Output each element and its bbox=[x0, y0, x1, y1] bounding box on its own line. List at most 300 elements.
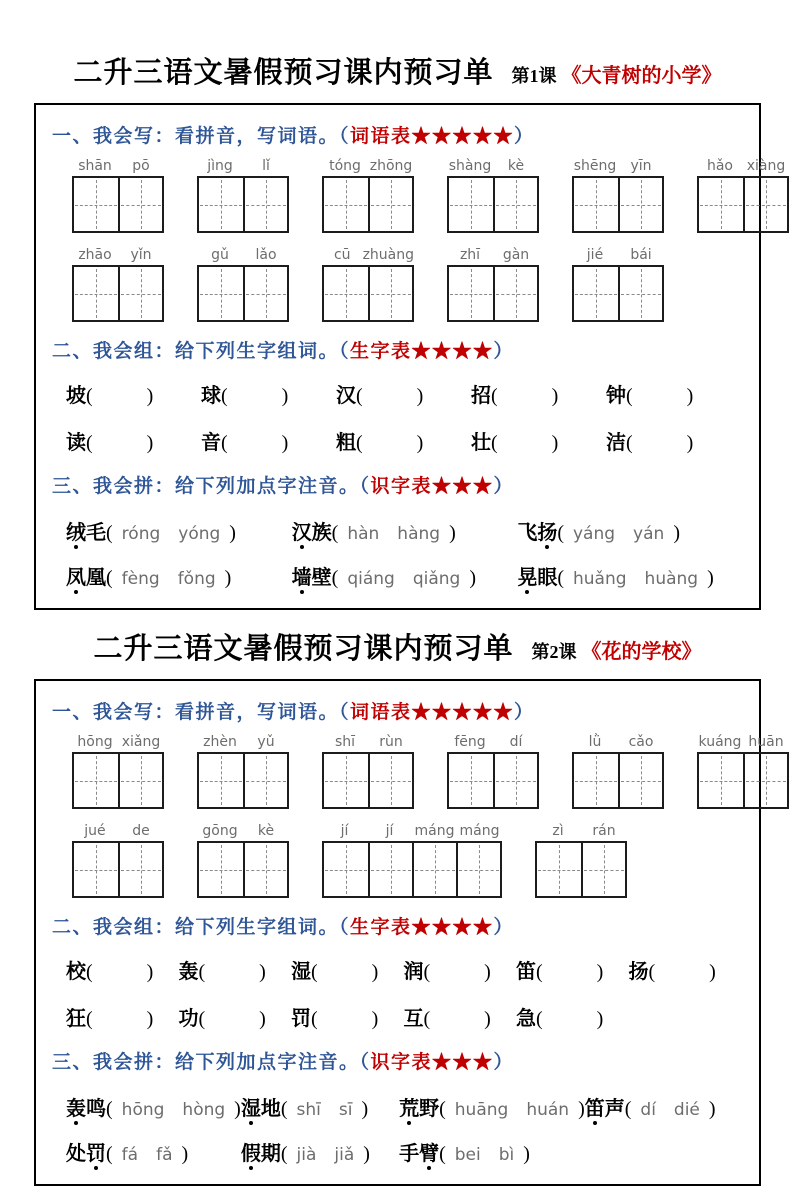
zuci-character: 读 bbox=[66, 432, 86, 454]
writing-cells bbox=[535, 841, 627, 898]
zuci-character: 球 bbox=[201, 385, 221, 407]
zuci-character: 扬 bbox=[628, 961, 649, 983]
pinyin-labels bbox=[697, 158, 789, 174]
zuci-item bbox=[66, 955, 179, 984]
zhuyin-item bbox=[399, 1137, 585, 1166]
zuci-grid bbox=[52, 949, 743, 1039]
character: 凰 bbox=[86, 567, 106, 589]
open-paren: ( bbox=[536, 1008, 543, 1030]
dotted-character: 笛 bbox=[585, 1092, 605, 1121]
zhuyin-grid bbox=[52, 508, 743, 594]
open-paren: ( bbox=[331, 567, 339, 589]
close-paren: ) bbox=[224, 567, 232, 589]
writing-cells bbox=[72, 265, 164, 322]
zuci-item bbox=[516, 1002, 629, 1031]
open-paren: ( bbox=[86, 432, 93, 454]
zhuyin-word bbox=[241, 1098, 281, 1120]
writing-cells bbox=[197, 265, 289, 322]
zuci-item bbox=[291, 1002, 404, 1031]
zuci-character: 洁 bbox=[606, 432, 626, 454]
writing-cells bbox=[572, 752, 664, 809]
zhuyin-word bbox=[66, 1143, 106, 1165]
pinyin-syllable: lǎo bbox=[255, 247, 277, 263]
close-paren: ) bbox=[551, 385, 559, 407]
close-paren: ) bbox=[416, 432, 424, 454]
heading-text: 一、我会写：看拼音，写词语。（ bbox=[52, 702, 351, 723]
close-paren: ) bbox=[361, 1098, 369, 1120]
character: 壁 bbox=[311, 567, 332, 589]
pinyin-option: shī bbox=[296, 1100, 321, 1120]
pinyin-syllable: rùn bbox=[379, 734, 403, 750]
lesson-name: 《大青树的小学》 bbox=[561, 65, 722, 87]
pinyin-labels bbox=[197, 734, 289, 750]
writing-box bbox=[197, 734, 289, 809]
open-paren: ( bbox=[536, 961, 543, 983]
pinyin-syllable: tóng bbox=[329, 158, 361, 174]
pinyin-syllable: kuáng bbox=[698, 734, 742, 750]
writing-cell bbox=[574, 754, 618, 807]
close-paren: ) bbox=[146, 432, 154, 454]
zuci-character: 急 bbox=[516, 1008, 536, 1030]
character: 手 bbox=[399, 1143, 420, 1165]
writing-cell bbox=[199, 754, 243, 807]
pinyin-syllable: xiǎng bbox=[121, 734, 161, 750]
writing-cell bbox=[743, 178, 787, 231]
writing-box bbox=[197, 158, 289, 233]
open-paren: ( bbox=[311, 961, 318, 983]
writing-box bbox=[322, 247, 414, 322]
close-paren: ) bbox=[234, 1098, 241, 1120]
pinyin-syllable: zhèn bbox=[203, 734, 237, 750]
writing-cells bbox=[322, 841, 502, 898]
pinyin-labels bbox=[572, 247, 664, 263]
heading-close: ） bbox=[493, 341, 515, 362]
zuci-character: 狂 bbox=[66, 1008, 86, 1030]
pinyin-syllable: jié bbox=[586, 247, 604, 263]
character: 鸣 bbox=[86, 1098, 106, 1120]
pinyin-option: yán bbox=[633, 524, 665, 544]
heading-close: ） bbox=[493, 917, 515, 938]
pinyin-labels bbox=[447, 734, 539, 750]
pinyin-labels bbox=[535, 823, 627, 839]
zhuyin-word bbox=[399, 1098, 439, 1120]
writing-cell bbox=[449, 267, 493, 320]
writing-cells bbox=[197, 841, 289, 898]
close-paren: ) bbox=[484, 1008, 491, 1030]
writing-cell bbox=[618, 267, 662, 320]
close-paren: ) bbox=[259, 961, 266, 983]
close-paren: ) bbox=[578, 1098, 585, 1120]
pinyin-syllable: gàn bbox=[502, 247, 530, 263]
zuci-character: 笛 bbox=[516, 961, 536, 983]
close-paren: ) bbox=[281, 432, 289, 454]
dotted-character: 荒 bbox=[399, 1092, 419, 1121]
pinyin-syllable: zhī bbox=[459, 247, 481, 263]
writing-cell bbox=[74, 843, 118, 896]
writing-cells bbox=[72, 752, 164, 809]
writing-cells bbox=[72, 176, 164, 233]
writing-cells bbox=[322, 752, 414, 809]
writing-box bbox=[72, 158, 164, 233]
heading-text: 二、我会组：给下列生字组词。（ bbox=[52, 917, 351, 938]
dotted-character: 轰 bbox=[66, 1092, 86, 1121]
writing-box bbox=[447, 247, 539, 322]
open-paren: ( bbox=[626, 432, 633, 454]
writing-cell bbox=[493, 178, 537, 231]
pinyin-syllable: yǔ bbox=[257, 734, 275, 750]
zuci-item bbox=[404, 955, 517, 984]
heading-close: ） bbox=[493, 1052, 515, 1073]
writing-cell bbox=[243, 843, 287, 896]
writing-box bbox=[197, 823, 289, 898]
section-heading-zhuyin bbox=[52, 1047, 743, 1074]
writing-cells bbox=[197, 752, 289, 809]
heading-highlight: 词语表★★★★★ bbox=[350, 126, 515, 147]
pinyin-option: jià bbox=[296, 1145, 317, 1165]
open-paren: ( bbox=[86, 1008, 93, 1030]
open-paren: ( bbox=[626, 385, 633, 407]
writing-cells bbox=[72, 841, 164, 898]
pinyin-syllable: jué bbox=[84, 823, 106, 839]
writing-cell bbox=[118, 754, 162, 807]
pinyin-option: fèng bbox=[121, 569, 160, 589]
close-paren: ) bbox=[371, 1008, 379, 1030]
zuci-item bbox=[179, 1002, 292, 1031]
zhuyin-word bbox=[241, 1143, 281, 1165]
pinyin-labels bbox=[322, 823, 502, 839]
writing-cell bbox=[243, 754, 287, 807]
pinyin-syllable: rán bbox=[592, 823, 616, 839]
writing-box bbox=[572, 158, 664, 233]
writing-cells bbox=[572, 176, 664, 233]
pinyin-syllable: zì bbox=[552, 823, 564, 839]
open-paren: ( bbox=[221, 385, 228, 407]
writing-cell bbox=[456, 843, 500, 896]
pinyin-syllable: kè bbox=[507, 158, 525, 174]
pinyin-syllable: gǔ bbox=[211, 247, 229, 263]
pinyin-syllable: zhāo bbox=[78, 247, 112, 263]
pinyin-syllable: hǎo bbox=[706, 158, 734, 174]
writing-cell bbox=[74, 267, 118, 320]
section-heading-zuci bbox=[52, 912, 743, 939]
pinyin-syllable: yǐn bbox=[130, 247, 152, 263]
zhuyin-grid bbox=[52, 1084, 743, 1170]
open-paren: ( bbox=[221, 432, 228, 454]
zhuyin-item bbox=[66, 1092, 241, 1121]
open-paren: ( bbox=[331, 522, 339, 544]
heading-text: 三、我会拼：给下列加点字注音。（ bbox=[52, 476, 371, 497]
close-paren: ) bbox=[708, 1098, 716, 1120]
pinyin-syllable: máng bbox=[459, 823, 500, 839]
pinyin-syllable: shēng bbox=[573, 158, 617, 174]
writing-cells bbox=[197, 176, 289, 233]
zuci-character: 轰 bbox=[178, 961, 199, 983]
close-paren: ) bbox=[523, 1143, 530, 1165]
pinyin-option: hàn bbox=[347, 524, 380, 544]
open-paren: ( bbox=[198, 1008, 206, 1030]
zuci-character: 湿 bbox=[291, 961, 311, 983]
zuci-character: 校 bbox=[66, 961, 86, 983]
pinyin-word-row bbox=[52, 823, 743, 898]
zuci-item bbox=[201, 379, 336, 408]
character: 族 bbox=[311, 522, 332, 544]
writing-cell bbox=[368, 178, 412, 231]
heading-text: 三、我会拼：给下列加点字注音。（ bbox=[52, 1052, 371, 1073]
pinyin-option: hòng bbox=[182, 1100, 226, 1120]
close-paren: ) bbox=[686, 432, 694, 454]
pinyin-syllable: lǜ bbox=[588, 734, 602, 750]
pinyin-syllable: lǐ bbox=[262, 158, 270, 174]
worksheet-title-row bbox=[34, 626, 761, 667]
pinyin-word-row bbox=[52, 158, 786, 233]
writing-box bbox=[572, 247, 664, 322]
pinyin-option: hōng bbox=[121, 1100, 165, 1120]
zhuyin-word bbox=[292, 567, 332, 589]
heading-highlight: 生字表★★★★ bbox=[350, 917, 494, 938]
close-paren: ) bbox=[363, 1143, 370, 1165]
heading-close: ） bbox=[514, 702, 535, 723]
zuci-item bbox=[629, 955, 742, 984]
pinyin-option: yáng bbox=[573, 524, 616, 544]
pinyin-syllable: bái bbox=[630, 247, 652, 263]
dotted-character: 扬 bbox=[537, 516, 557, 545]
pinyin-option: sī bbox=[338, 1100, 353, 1120]
pinyin-option: yóng bbox=[178, 524, 221, 544]
zhuyin-word bbox=[66, 567, 106, 589]
dotted-character: 绒 bbox=[66, 516, 86, 545]
pinyin-syllable: cǎo bbox=[628, 734, 654, 750]
pinyin-labels bbox=[72, 247, 164, 263]
pinyin-labels bbox=[572, 158, 664, 174]
zhuyin-word bbox=[517, 522, 557, 544]
zuci-character: 音 bbox=[201, 432, 221, 454]
character: 期 bbox=[260, 1143, 281, 1165]
pinyin-option: fǒng bbox=[177, 569, 216, 589]
pinyin-labels bbox=[697, 734, 789, 750]
zuci-character: 粗 bbox=[336, 432, 356, 454]
writing-box bbox=[447, 158, 539, 233]
pinyin-option: huāng bbox=[454, 1100, 509, 1120]
close-paren: ) bbox=[146, 961, 154, 983]
open-paren: ( bbox=[311, 1008, 318, 1030]
writing-cells bbox=[322, 176, 414, 233]
heading-highlight: 生字表★★★★ bbox=[350, 341, 494, 362]
worksheet-frame bbox=[34, 103, 786, 610]
zhuyin-item bbox=[585, 1092, 743, 1121]
zuci-character: 汉 bbox=[336, 385, 356, 407]
writing-cell bbox=[699, 178, 743, 231]
pinyin-labels bbox=[197, 823, 289, 839]
zhuyin-item bbox=[241, 1092, 399, 1121]
zuci-character: 钟 bbox=[606, 385, 626, 407]
pinyin-word-row bbox=[52, 247, 743, 322]
zhuyin-item bbox=[292, 516, 518, 545]
character: 野 bbox=[419, 1098, 440, 1120]
writing-cell bbox=[493, 754, 537, 807]
zuci-item bbox=[336, 379, 471, 408]
worksheet-1 bbox=[34, 50, 786, 610]
writing-cells bbox=[572, 265, 664, 322]
close-paren: ) bbox=[371, 961, 379, 983]
pinyin-option: bì bbox=[498, 1145, 515, 1165]
heading-close: ） bbox=[514, 126, 535, 147]
writing-box bbox=[322, 734, 414, 809]
lesson-number: 第1课 bbox=[511, 66, 557, 86]
writing-cell bbox=[574, 267, 618, 320]
pinyin-option: fá bbox=[121, 1145, 139, 1165]
zhuyin-item bbox=[292, 561, 518, 590]
dotted-character: 罚 bbox=[86, 1137, 106, 1166]
heading-close: ） bbox=[493, 476, 515, 497]
character: 声 bbox=[604, 1098, 625, 1120]
pinyin-syllable: jí bbox=[340, 823, 349, 839]
dotted-character: 凤 bbox=[66, 561, 86, 590]
dotted-character: 墙 bbox=[292, 561, 312, 590]
writing-cell bbox=[368, 754, 412, 807]
pinyin-option: hàng bbox=[397, 524, 441, 544]
open-paren: ( bbox=[648, 961, 656, 983]
pinyin-syllable: dí bbox=[509, 734, 523, 750]
close-paren: ) bbox=[259, 1008, 266, 1030]
zuci-item bbox=[66, 379, 201, 408]
close-paren: ) bbox=[596, 1008, 604, 1030]
section-heading-write bbox=[52, 697, 743, 724]
pinyin-option: róng bbox=[121, 524, 161, 544]
open-paren: ( bbox=[86, 961, 93, 983]
writing-box bbox=[572, 734, 664, 809]
character: 眼 bbox=[537, 567, 558, 589]
open-paren: ( bbox=[280, 1098, 288, 1120]
zuci-item bbox=[291, 955, 404, 984]
pinyin-labels bbox=[572, 734, 664, 750]
worksheet-title: 二升三语文暑假预习课内预习单 bbox=[73, 57, 494, 89]
zuci-item bbox=[404, 1002, 517, 1031]
pinyin-labels bbox=[72, 734, 164, 750]
zhuyin-word bbox=[292, 522, 332, 544]
zhuyin-item bbox=[66, 1137, 241, 1166]
writing-cell bbox=[199, 178, 243, 231]
zuci-character: 功 bbox=[178, 1008, 199, 1030]
zhuyin-word bbox=[585, 1098, 625, 1120]
close-paren: ) bbox=[596, 961, 604, 983]
pinyin-labels bbox=[197, 158, 289, 174]
zuci-item bbox=[606, 426, 741, 455]
pinyin-syllable: zhōng bbox=[369, 158, 413, 174]
pinyin-option: huán bbox=[526, 1100, 570, 1120]
writing-cell bbox=[74, 754, 118, 807]
open-paren: ( bbox=[624, 1098, 632, 1120]
zhuyin-word bbox=[517, 567, 557, 589]
writing-box bbox=[447, 734, 539, 809]
writing-cell bbox=[368, 267, 412, 320]
writing-cells bbox=[447, 752, 539, 809]
zuci-character: 润 bbox=[403, 961, 424, 983]
close-paren: ) bbox=[484, 961, 491, 983]
open-paren: ( bbox=[356, 385, 363, 407]
writing-cell bbox=[74, 178, 118, 231]
zhuyin-item bbox=[517, 516, 743, 545]
open-paren: ( bbox=[106, 1143, 113, 1165]
pinyin-labels bbox=[447, 158, 539, 174]
writing-box bbox=[322, 823, 502, 898]
zhuyin-item bbox=[66, 561, 292, 590]
writing-box bbox=[72, 823, 164, 898]
zuci-grid bbox=[52, 373, 743, 463]
section-heading-zuci bbox=[52, 336, 743, 363]
dotted-character: 晃 bbox=[517, 561, 537, 590]
writing-cell bbox=[581, 843, 625, 896]
close-paren: ) bbox=[709, 961, 716, 983]
zuci-character: 罚 bbox=[291, 1008, 311, 1030]
character: 飞 bbox=[517, 522, 538, 544]
dotted-character: 湿 bbox=[241, 1092, 261, 1121]
lesson-name: 《花的学校》 bbox=[581, 641, 702, 663]
writing-cell bbox=[493, 267, 537, 320]
pinyin-labels bbox=[322, 247, 414, 263]
zhuyin-item bbox=[517, 561, 743, 590]
pinyin-syllable: jìng bbox=[207, 158, 233, 174]
writing-cell bbox=[618, 178, 662, 231]
pinyin-labels bbox=[322, 158, 414, 174]
pinyin-option: dié bbox=[673, 1100, 700, 1120]
character: 毛 bbox=[86, 522, 106, 544]
heading-highlight: 词语表★★★★★ bbox=[350, 702, 515, 723]
writing-cell bbox=[537, 843, 581, 896]
pinyin-option: jiǎ bbox=[334, 1145, 355, 1165]
writing-box bbox=[322, 158, 414, 233]
zhuyin-item bbox=[66, 516, 292, 545]
open-paren: ( bbox=[106, 567, 113, 589]
pinyin-syllable: gōng bbox=[202, 823, 238, 839]
pinyin-syllable: kè bbox=[257, 823, 275, 839]
writing-box bbox=[697, 158, 789, 233]
pinyin-option: bei bbox=[454, 1145, 481, 1165]
pinyin-syllable: pō bbox=[132, 158, 150, 174]
worksheet-2 bbox=[34, 626, 784, 1186]
zuci-item bbox=[516, 955, 629, 984]
pinyin-labels bbox=[322, 734, 414, 750]
zuci-item bbox=[179, 955, 292, 984]
pinyin-syllable: shān bbox=[78, 158, 112, 174]
worksheet-frame bbox=[34, 679, 784, 1186]
zuci-item bbox=[66, 1002, 179, 1031]
pinyin-syllable: shī bbox=[334, 734, 356, 750]
pinyin-syllable: xiàng bbox=[746, 158, 786, 174]
close-paren: ) bbox=[449, 522, 456, 544]
writing-cell bbox=[412, 843, 456, 896]
zhuyin-item bbox=[241, 1137, 399, 1166]
pinyin-option: qiǎng bbox=[412, 569, 461, 589]
pinyin-syllable: zhuàng bbox=[362, 247, 414, 263]
zhuyin-item bbox=[399, 1092, 585, 1121]
pinyin-syllable: jí bbox=[385, 823, 394, 839]
open-paren: ( bbox=[439, 1143, 446, 1165]
writing-cells bbox=[447, 265, 539, 322]
open-paren: ( bbox=[106, 1098, 113, 1120]
writing-cells bbox=[322, 265, 414, 322]
open-paren: ( bbox=[198, 961, 206, 983]
heading-text: 二、我会组：给下列生字组词。（ bbox=[52, 341, 351, 362]
pinyin-syllable: huān bbox=[748, 734, 784, 750]
writing-box bbox=[72, 247, 164, 322]
character: 地 bbox=[260, 1098, 281, 1120]
open-paren: ( bbox=[423, 1008, 431, 1030]
writing-box bbox=[197, 247, 289, 322]
writing-cells bbox=[697, 176, 789, 233]
writing-box bbox=[697, 734, 789, 809]
writing-cell bbox=[574, 178, 618, 231]
character: 处 bbox=[66, 1143, 86, 1165]
